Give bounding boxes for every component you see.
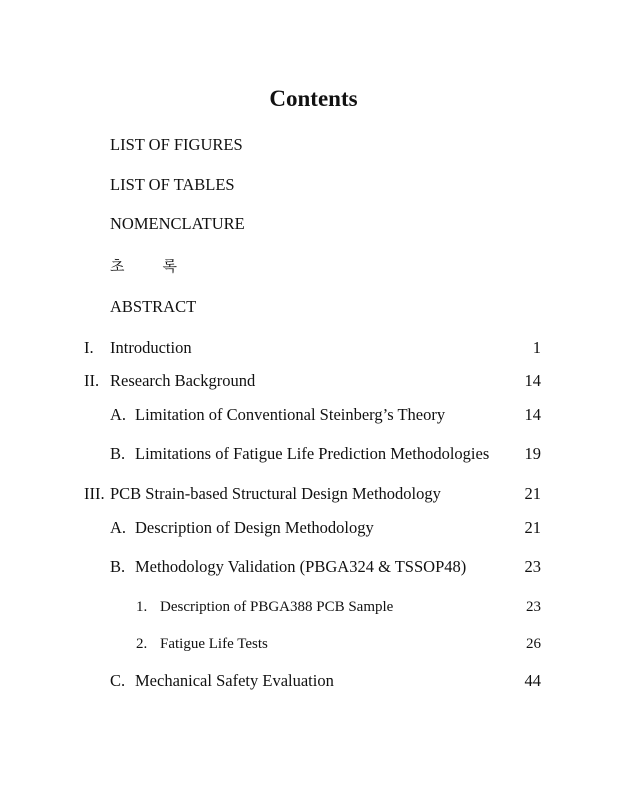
page-title: Contents	[269, 86, 358, 111]
toc-entry-subsection-3b1[interactable]	[0, 596, 627, 618]
korean-abstract-char-2: 록	[162, 257, 177, 275]
toc-entry-chapter-1[interactable]	[0, 337, 627, 359]
toc-list-of-figures[interactable]: LIST OF FIGURES	[110, 135, 243, 154]
toc-entry-section-3a[interactable]	[0, 517, 627, 539]
toc-korean-abstract[interactable]	[110, 255, 177, 277]
entry-page: 21	[524, 518, 541, 537]
entry-title: Limitations of Fatigue Life Prediction Methodologies	[135, 444, 490, 463]
entry-page: 21	[524, 484, 541, 503]
entry-number: III.	[84, 484, 105, 503]
entry-title: Description of PBGA388 PCB Sample	[160, 599, 394, 615]
toc-list-of-tables[interactable]: LIST OF TABLES	[110, 175, 235, 194]
entry-number: B.	[110, 444, 126, 463]
entry-title: PCB Strain-based Structural Design Methodology	[110, 484, 441, 503]
entry-title: Description of Design Methodology	[135, 518, 374, 537]
entry-title: Research Background	[110, 371, 256, 390]
entry-page: 23	[526, 599, 541, 615]
entry-number: II.	[84, 371, 100, 390]
toc-entry-section-2a[interactable]	[0, 404, 627, 426]
entry-page: 14	[524, 405, 541, 424]
entry-number: I.	[84, 338, 94, 357]
entry-title: Methodology Validation (PBGA324 & TSSOP48)	[135, 557, 467, 576]
entry-number: 2.	[136, 636, 148, 652]
toc-entry-subsection-3b2[interactable]	[0, 633, 627, 655]
entry-number: C.	[110, 671, 126, 690]
toc-entry-section-2b[interactable]	[0, 443, 627, 465]
entry-title: Mechanical Safety Evaluation	[135, 671, 334, 690]
toc-entry-section-3b[interactable]	[0, 556, 627, 578]
toc-entry-chapter-3[interactable]	[0, 483, 627, 505]
entry-number: A.	[110, 405, 127, 424]
entry-number: 1.	[136, 599, 148, 615]
toc-entry-chapter-2[interactable]	[0, 370, 627, 392]
entry-page: 26	[526, 636, 541, 652]
toc-entry-section-3c[interactable]	[0, 670, 627, 692]
entry-title: Limitation of Conventional Steinberg’s Theory	[135, 405, 446, 424]
entry-page: 44	[524, 671, 541, 690]
toc-nomenclature[interactable]: NOMENCLATURE	[110, 214, 245, 233]
entry-title: Fatigue Life Tests	[160, 636, 268, 652]
entry-page: 19	[524, 444, 541, 463]
korean-abstract-char-1: 초	[110, 257, 125, 275]
entry-page: 23	[524, 557, 541, 576]
entry-number: B.	[110, 557, 126, 576]
toc-abstract[interactable]: ABSTRACT	[110, 297, 197, 316]
entry-page: 1	[532, 338, 541, 357]
entry-number: A.	[110, 518, 127, 537]
entry-title: Introduction	[110, 338, 192, 357]
entry-page: 14	[524, 371, 541, 390]
